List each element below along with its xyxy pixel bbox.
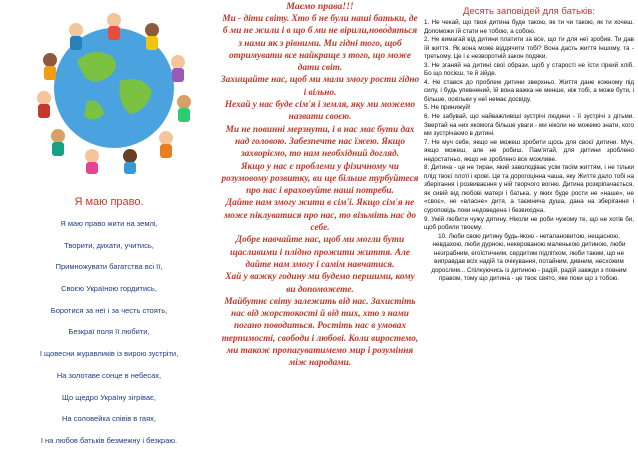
commandment-item: 5. Не принижуй!: [424, 104, 471, 112]
rights-paragraph: Захищайте нас, щоб ми мали змогу рости гідно і вільно.: [220, 75, 420, 98]
rights-text: [218, 13, 422, 370]
commandments-title: Десять заповідей для батьків:: [463, 6, 595, 17]
commandment-item: 9. Умій любити чужу дитину. Ніколи не роби чужому те, що не хотів би, щоб робили твоєму.: [424, 215, 634, 232]
rights-title: Маємо права!!!: [286, 1, 354, 12]
rights-paragraph: Ми не повинні мерзнути, і в нас має бути дах над головою. Забезпечте нас їжею. Якщо захворіємо, то нам необхідний догляд.: [225, 124, 415, 160]
poem-line: І на любов батьків безмежну і безкраю.: [40, 435, 178, 445]
rights-paragraph: Хай у важку годину ми будемо першими, кому ви допоможете.: [225, 272, 415, 295]
rights-paragraph: Нехай у нас буде сім'я і земля, яку ми можемо назвати своєю.: [224, 100, 416, 123]
poem-line: Безкраї поля її любити,: [68, 327, 150, 337]
children-around-globe-illustration: [32, 6, 197, 176]
commandment-item: 6. Не забувай, що найважливіші зустрічі людини - її зустрічі з дітьми. Звертай на них якомога більше уваги - ми ніколи не можемо знати, кого ми зустрічаємо в дитині.: [424, 113, 634, 138]
poem-line: На золотаве сонце в небесах,: [56, 370, 162, 380]
commandment-item: 10. Люби свою дитину будь-якою - неталановитою, нещасною, невдахою, люби дурною, некерованою маленькою дитиною, люби незграбним, егоїстичним, сердитим підлітком, люби таким, що не виправдав всіх надій та очікування, потайним, дивним, несхожим дорослим... Спілкуючись із дитиною - радій, радій завжди з повним правом, тому що дитина - це твоє свято, яке поки що з тобою.: [431, 232, 627, 283]
rights-paragraph: Майбутнє світу залежить від нас. Захистіть нас від жорстокості й від тих, хто з нами погано поводиться. Ростіть нас в умовах терпимості, свободи і любові. Коли виростемо, ми також пропагуватимемо мир і розуміння між народами.: [221, 296, 419, 369]
rights-paragraph: Добре навчайте нас, щоб ми могли бути щасливими і плідно прожити життя. Але дайте нам змогу і самім навчатися.: [230, 235, 410, 270]
commandment-item: 7. Не муч себе, якщо не можеш зробити щось для своєї дитини. Муч, якщо можеш, але не робиш. Пам'ятай, для дитини зроблено недостатньо, якщо не зроблено все можливе.: [424, 138, 634, 163]
poem: [0, 213, 218, 452]
commandments-list: [424, 19, 634, 284]
commandment-item: 2. Не вимагай від дитини платити за все, що ти для неї зробив. Ти дав їй життя. Як вона може віддячити тобі? Вона дасть життя іншому, та - третьому. Це і є незворотній закон подяки.: [424, 36, 634, 61]
left-column: [0, 0, 218, 452]
poem-line: Творити, дихати, учитись,: [64, 240, 154, 250]
poem-line: На соловейка співів в гаях,: [61, 414, 156, 424]
poem-line: Боротися за неї і за честь стоять,: [50, 305, 168, 315]
commandment-item: 3. Не зганяй на дитині свої образи, щоб у старості не їсти гіркий хліб. Бо що посієш, те й зійде.: [424, 61, 634, 78]
commandment-item: 8. Дитина - це не тиран, який заволодіває усім твоїм життям, і не тільки плід твоєї плоті і крові. Це та дорогоцінна чаша, яку Життя дало тобі на зберігання і розвиваєння у ній творчого вогню. Дитина розкріпачається, як сивій від любові матері і батька, у яких буде рости не «наше», не «своє», не «власне» дитя, а таємнича душа, дана на зберігання і суроповідь поки недоведена і безвихідна.: [424, 164, 634, 215]
rights-paragraph: Ми - діти світу. Хто б не були наші батьки, де б ми не жили і в що б ми не вірили,ново́дяться з нами як з рівними. Ми гідні того, щоб отримувати все найкраще з того, що може дати світ.: [222, 14, 418, 74]
poem-line: І щовесни журавликів із вирою зустріти,: [39, 349, 179, 359]
rights-paragraph: Якщо у нас є проблеми у фізичному чи розумовому розвитку, ви ще більше турбуйтеся про нас і враховуйте наші потреби.: [221, 161, 419, 197]
poem-line: Що щедро Україну зігріває,: [62, 392, 156, 402]
middle-column: [218, 0, 422, 452]
commandment-item: 4. Не стався до проблем дитини зверхньо. Життя дане кожному під силу, і будь упевнений, їй вона важка не менше, ніж тобі, а може бути, і більше, оскільки у неї немає досвіду.: [424, 78, 634, 103]
rights-paragraph: Дайте нам змогу жити в сім'ї. Якщо сім'я не може піклуватися про нас, то візьміть нас до себе.: [223, 198, 417, 234]
commandment-item: 1. Не чекай, що твоя дитина буде такою, як ти чи такою, як ти хочеш. Допоможи їй стати не тобою, а собою.: [424, 19, 634, 35]
poem-line: Своєю Україною гордитись,: [61, 284, 157, 294]
poem-title: Я маю право.: [74, 196, 144, 208]
poem-line: Я маю право жити на землі,: [60, 219, 158, 228]
right-column: [422, 0, 636, 452]
poem-line: Примножувати багатства всі її,: [55, 262, 163, 272]
